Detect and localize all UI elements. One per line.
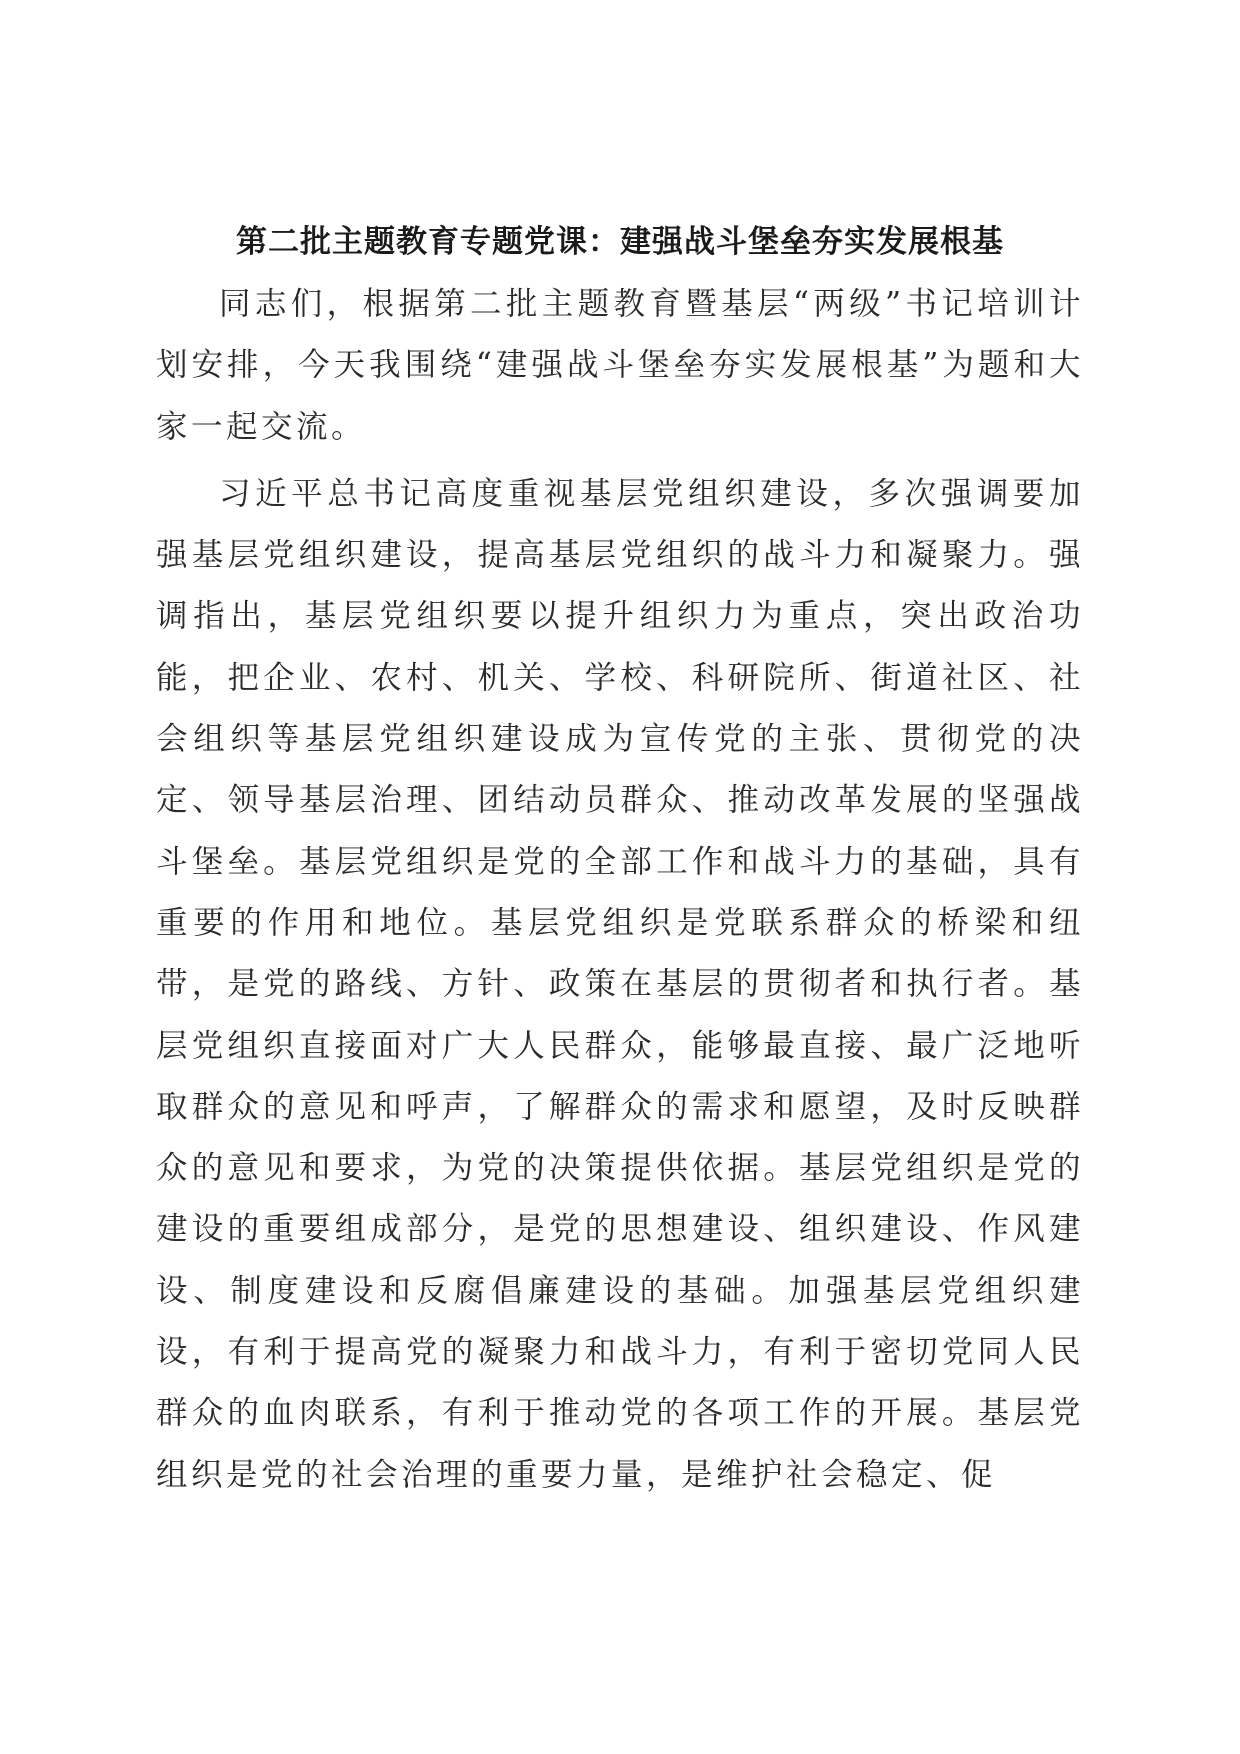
paragraph-main: 习近平总书记高度重视基层党组织建设，多次强调要加强基层党组织建设，提高基层党组织的战斗力和凝聚力。强调指出，基层党组织要以提升组织力为重点，突出政治功能，把企业、农村、机关、学校、科研院所、街道社区、社会组织等基层党组织建设成为宣传党的主张、贯彻党的决定、领导基层治理、团结动员群众、推动改革发展的坚强战斗堡垒。基层党组织是党的全部工作和战斗力的基础，具有重要的作用和地位。基层党组织是党联系群众的桥梁和纽带，是党的路线、方针、政策在基层的贯彻者和执行者。基层党组织直接面对广大人民群众，能够最直接、最广泛地听取群众的意见和呼声，了解群众的需求和愿望，及时反映群众的意见和要求，为党的决策提供依据。基层党组织是党的建设的重要组成部分，是党的思想建设、组织建设、作风建设、制度建设和反腐倡廉建设的基础。加强基层党组织建设，有利于提高党的凝聚力和战斗力，有利于密切党同人民群众的血肉联系，有利于推动党的各项工作的开展。基层党组织是党的社会治理的重要力量，是维护社会稳定、促	[156, 475, 1084, 1493]
document-title: 第二批主题教育专题党课：建强战斗堡垒夯实发展根基	[236, 224, 1004, 260]
document-body	[156, 274, 1084, 1512]
paragraph-intro: 同志们，根据第二批主题教育暨基层“两级”书记培训计划安排，今天我围绕“建强战斗堡垒夯实发展根基”为题和大家一起交流。	[156, 286, 1084, 445]
